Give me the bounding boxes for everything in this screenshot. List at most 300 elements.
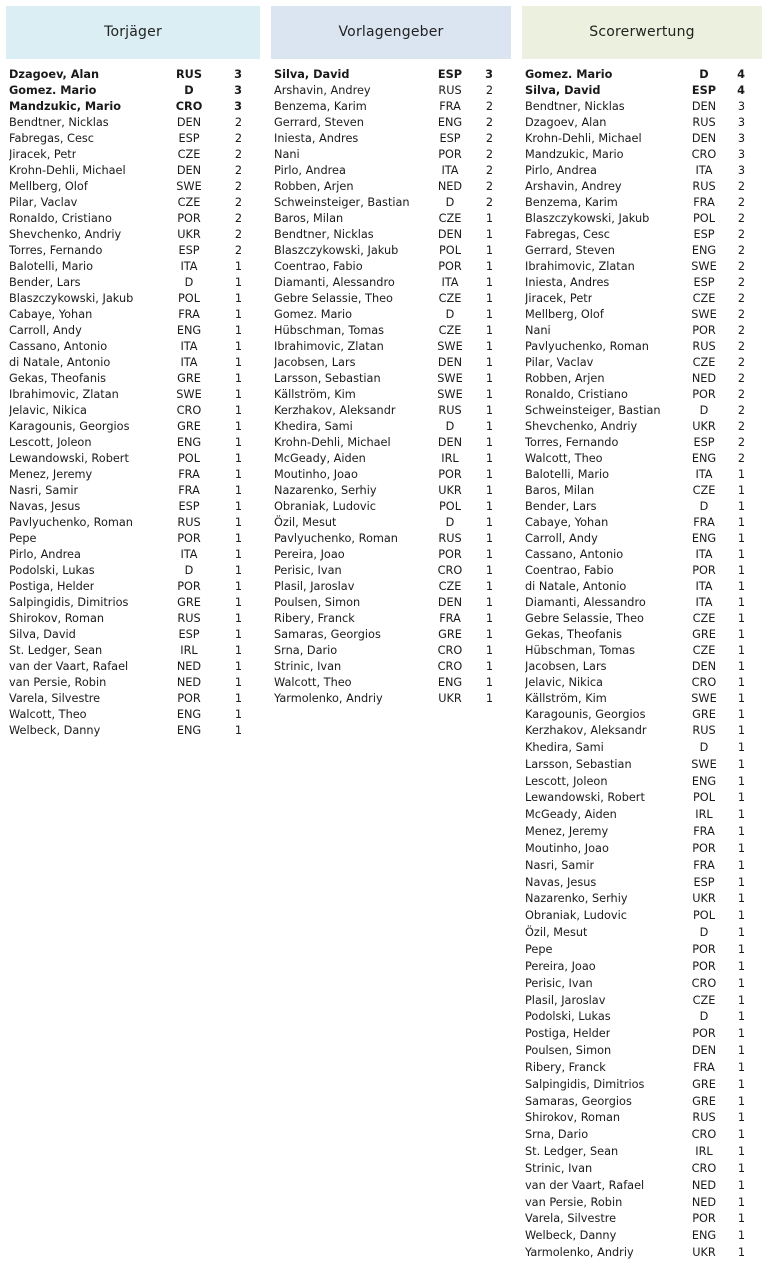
player-count: 1	[485, 228, 493, 241]
player-row	[271, 355, 511, 371]
player-row	[6, 211, 260, 227]
player-name: Nani	[525, 324, 551, 337]
player-row	[522, 1178, 762, 1195]
player-row	[271, 451, 511, 467]
player-row	[522, 483, 762, 499]
player-name: Torres, Fernando	[9, 244, 103, 257]
player-row	[6, 451, 260, 467]
player-row	[271, 563, 511, 579]
player-count: 1	[234, 308, 242, 321]
player-count: 1	[737, 1094, 745, 1108]
player-nation: SWE	[691, 260, 717, 273]
player-count: 1	[737, 825, 745, 839]
player-nation: CZE	[438, 212, 462, 225]
player-name: Özil, Mesut	[274, 516, 337, 529]
player-count: 2	[485, 100, 493, 113]
player-nation: CRO	[176, 404, 202, 417]
player-count: 2	[234, 164, 242, 177]
player-name: Salpingidis, Dimitrios	[9, 596, 129, 609]
player-count: 1	[234, 372, 242, 385]
player-count: 1	[485, 564, 493, 577]
player-name: Jiracek, Petr	[525, 292, 593, 305]
player-nation: IRL	[180, 644, 198, 657]
player-count: 1	[737, 909, 745, 923]
player-count: 2	[737, 356, 745, 369]
player-count: 1	[234, 692, 242, 705]
player-row	[522, 908, 762, 925]
player-nation: D	[699, 740, 709, 754]
player-name: Iniesta, Andres	[274, 132, 359, 145]
player-name: Källström, Kim	[274, 388, 356, 401]
player-count: 2	[234, 148, 242, 161]
player-nation: FRA	[439, 100, 461, 113]
player-name: Perisic, Ivan	[525, 976, 593, 990]
player-row	[522, 875, 762, 892]
player-name: Jacobsen, Lars	[525, 660, 607, 673]
player-count: 1	[737, 628, 745, 641]
player-name: Welbeck, Danny	[525, 1229, 617, 1243]
player-count: 1	[234, 708, 242, 721]
player-count: 3	[485, 68, 493, 81]
player-nation: CZE	[438, 324, 462, 337]
player-nation: CRO	[437, 644, 463, 657]
player-name: Iniesta, Andres	[525, 276, 610, 289]
player-nation: RUS	[692, 116, 716, 129]
player-name: Benzema, Karim	[274, 100, 367, 113]
player-count: 1	[485, 580, 493, 593]
player-nation: CZE	[692, 993, 716, 1007]
player-row	[522, 195, 762, 211]
player-nation: ENG	[176, 708, 202, 721]
player-count: 1	[737, 1044, 745, 1058]
player-name: Nani	[274, 148, 300, 161]
player-count: 3	[737, 164, 745, 177]
player-count: 1	[485, 452, 493, 465]
player-name: Khedira, Sami	[274, 420, 353, 433]
player-nation: ESP	[178, 500, 200, 513]
player-nation: RUS	[692, 1111, 716, 1125]
player-nation: POR	[438, 548, 462, 561]
player-count: 3	[234, 100, 242, 113]
player-count: 3	[737, 148, 745, 161]
player-count: 1	[234, 612, 242, 625]
player-count: 1	[737, 892, 745, 906]
player-count: 1	[737, 708, 745, 721]
player-row	[522, 993, 762, 1010]
player-name: Diamanti, Alessandro	[525, 596, 646, 609]
player-row	[522, 435, 762, 451]
player-count: 1	[737, 1060, 745, 1074]
player-nation: NED	[691, 1178, 717, 1192]
player-nation: IRL	[695, 808, 713, 822]
player-nation: FRA	[693, 196, 715, 209]
player-nation: ESP	[693, 228, 715, 241]
player-name: Blaszczykowski, Jakub	[525, 212, 650, 225]
player-name: di Natale, Antonio	[9, 356, 111, 369]
player-nation: ESP	[691, 84, 717, 97]
player-row	[6, 67, 260, 83]
player-name: Krohn-Dehli, Michael	[9, 164, 126, 177]
player-row	[522, 925, 762, 942]
player-count: 1	[737, 808, 745, 822]
player-count: 1	[234, 404, 242, 417]
player-name: Blaszczykowski, Jakub	[274, 244, 399, 257]
player-name: Schweinsteiger, Bastian	[525, 404, 661, 417]
player-name: Bendtner, Nicklas	[274, 228, 374, 241]
player-nation: D	[699, 1010, 709, 1024]
player-row	[6, 291, 260, 307]
player-nation: RUS	[692, 340, 716, 353]
player-row	[271, 179, 511, 195]
player-name: Pavlyuchenko, Roman	[525, 340, 649, 353]
player-row	[6, 499, 260, 515]
player-name: Podolski, Lukas	[525, 1010, 611, 1024]
player-count: 1	[737, 484, 745, 497]
player-name: Mandzukic, Mario	[9, 100, 121, 113]
player-nation: POR	[692, 564, 716, 577]
player-row	[522, 1009, 762, 1026]
player-row	[522, 807, 762, 824]
player-name: Bender, Lars	[9, 276, 81, 289]
player-row	[522, 1245, 762, 1262]
player-nation: ESP	[693, 436, 715, 449]
player-count: 1	[737, 1010, 745, 1024]
player-count: 1	[485, 692, 493, 705]
player-count: 1	[234, 420, 242, 433]
player-nation: GRE	[177, 372, 201, 385]
player-name: Lescott, Joleon	[9, 436, 92, 449]
player-name: Ibrahimovic, Zlatan	[9, 388, 119, 401]
player-count: 1	[737, 596, 745, 609]
player-row	[6, 483, 260, 499]
player-name: van der Vaart, Rafael	[525, 1178, 645, 1192]
player-name: Menez, Jeremy	[525, 825, 609, 839]
player-count: 2	[234, 116, 242, 129]
player-name: Gekas, Theofanis	[9, 372, 107, 385]
player-row	[6, 659, 260, 675]
player-name: Pereira, Joao	[525, 959, 596, 973]
player-nation: GRE	[438, 628, 462, 641]
player-nation: CZE	[438, 292, 462, 305]
player-row	[6, 227, 260, 243]
player-row	[271, 659, 511, 675]
player-count: 1	[485, 436, 493, 449]
player-name: Gomez. Mario	[9, 84, 97, 97]
player-name: Carroll, Andy	[525, 532, 598, 545]
player-count: 1	[234, 596, 242, 609]
player-row	[271, 515, 511, 531]
player-count: 2	[737, 436, 745, 449]
player-count: 1	[737, 757, 745, 771]
player-name: Ribery, Franck	[525, 1060, 606, 1074]
player-nation: CRO	[691, 676, 717, 689]
player-name: Walcott, Theo	[525, 452, 603, 465]
player-count: 1	[234, 436, 242, 449]
player-name: Krohn-Dehli, Michael	[274, 436, 391, 449]
player-count: 1	[234, 340, 242, 353]
player-name: Strinic, Ivan	[274, 660, 342, 673]
player-row	[522, 1228, 762, 1245]
player-name: Nazarenko, Serhiy	[274, 484, 377, 497]
player-name: Mandzukic, Mario	[525, 148, 624, 161]
player-row	[522, 659, 762, 675]
player-row	[6, 547, 260, 563]
player-name: Salpingidis, Dimitrios	[525, 1077, 645, 1091]
player-count: 1	[737, 676, 745, 689]
player-nation: SWE	[176, 180, 202, 193]
player-row	[522, 227, 762, 243]
player-row	[271, 419, 511, 435]
player-count: 1	[234, 452, 242, 465]
player-row	[522, 83, 762, 99]
player-count: 2	[737, 212, 745, 225]
player-count: 1	[234, 388, 242, 401]
player-name: Gomez. Mario	[274, 308, 353, 321]
player-nation: DEN	[176, 164, 202, 177]
player-row	[6, 691, 260, 707]
player-name: Varela, Silvestre	[525, 1212, 617, 1226]
player-row	[522, 547, 762, 563]
player-row	[6, 627, 260, 643]
player-nation: DEN	[691, 660, 717, 673]
player-nation: POL	[693, 909, 715, 923]
player-count: 3	[737, 116, 745, 129]
player-nation: CZE	[177, 148, 201, 161]
player-row	[6, 163, 260, 179]
player-row	[522, 67, 762, 83]
player-name: Shevchenko, Andriy	[525, 420, 638, 433]
player-nation: POL	[693, 791, 715, 805]
player-row	[522, 563, 762, 579]
player-row	[522, 595, 762, 611]
player-name: Lewandowski, Robert	[525, 791, 645, 805]
player-nation: POL	[439, 244, 461, 257]
player-nation: ESP	[439, 132, 461, 145]
player-count: 1	[737, 1111, 745, 1125]
player-count: 2	[737, 180, 745, 193]
player-name: Cassano, Antonio	[525, 548, 624, 561]
player-count: 1	[234, 660, 242, 673]
player-row	[522, 1144, 762, 1161]
player-nation: POL	[693, 212, 715, 225]
player-count: 1	[737, 740, 745, 754]
player-count: 1	[485, 484, 493, 497]
player-name: Bendtner, Nicklas	[9, 116, 109, 129]
player-name: Nasri, Samir	[525, 858, 595, 872]
player-nation: POR	[438, 148, 462, 161]
player-row	[522, 976, 762, 993]
player-nation: POL	[439, 500, 461, 513]
player-nation: UKR	[692, 420, 716, 433]
player-count: 1	[485, 660, 493, 673]
player-nation: ENG	[691, 1229, 717, 1243]
player-name: Varela, Silvestre	[9, 692, 101, 705]
player-name: Poulsen, Simon	[525, 1044, 612, 1058]
player-count: 4	[737, 68, 745, 81]
player-count: 1	[737, 791, 745, 805]
player-count: 2	[737, 372, 745, 385]
player-count: 1	[737, 774, 745, 788]
player-name: Gerrard, Steven	[525, 244, 615, 257]
player-name: Pirlo, Andrea	[9, 548, 81, 561]
player-count: 1	[737, 858, 745, 872]
player-row	[6, 259, 260, 275]
player-nation: D	[445, 196, 455, 209]
player-count: 1	[737, 724, 745, 737]
player-count: 1	[737, 580, 745, 593]
player-name: Yarmolenko, Andriy	[274, 692, 383, 705]
player-row	[6, 403, 260, 419]
player-nation: POR	[692, 959, 716, 973]
player-nation: CZE	[692, 644, 716, 657]
player-row	[522, 515, 762, 531]
player-row	[271, 627, 511, 643]
player-name: Nasri, Samir	[9, 484, 79, 497]
player-name: Srna, Dario	[274, 644, 338, 657]
player-nation: ESP	[437, 68, 463, 81]
player-name: Plasil, Jaroslav	[274, 580, 355, 593]
player-row	[6, 531, 260, 547]
player-count: 1	[485, 500, 493, 513]
player-list	[6, 67, 260, 739]
player-nation: POR	[177, 580, 201, 593]
player-count: 3	[737, 132, 745, 145]
player-row	[271, 467, 511, 483]
player-nation: D	[699, 404, 709, 417]
player-row	[271, 227, 511, 243]
column-vorlagengeber	[271, 6, 511, 707]
player-nation: FRA	[178, 468, 200, 481]
player-name: Pirlo, Andrea	[525, 164, 597, 177]
player-row	[522, 675, 762, 691]
player-name: Postiga, Helder	[525, 1027, 611, 1041]
player-nation: FRA	[693, 516, 715, 529]
player-row	[271, 211, 511, 227]
player-count: 1	[234, 516, 242, 529]
player-row	[271, 307, 511, 323]
player-row	[6, 595, 260, 611]
player-row	[271, 243, 511, 259]
player-nation: CZE	[438, 580, 462, 593]
player-nation: POR	[692, 942, 716, 956]
player-row	[271, 387, 511, 403]
player-count: 1	[737, 1178, 745, 1192]
player-name: Balotelli, Mario	[9, 260, 94, 273]
player-count: 2	[737, 340, 745, 353]
player-count: 2	[234, 244, 242, 257]
player-count: 1	[485, 468, 493, 481]
player-count: 2	[737, 452, 745, 465]
player-row	[271, 675, 511, 691]
player-nation: RUS	[438, 532, 462, 545]
player-row	[522, 790, 762, 807]
player-row	[522, 740, 762, 757]
player-nation: DEN	[691, 132, 717, 145]
player-row	[6, 387, 260, 403]
player-nation: POR	[692, 388, 716, 401]
player-row	[522, 211, 762, 227]
player-row	[6, 243, 260, 259]
player-row	[522, 942, 762, 959]
player-name: Lescott, Joleon	[525, 774, 608, 788]
player-row	[6, 643, 260, 659]
player-nation: ITA	[695, 580, 713, 593]
player-name: Gerrard, Steven	[274, 116, 364, 129]
player-row	[6, 115, 260, 131]
player-nation: DEN	[437, 356, 463, 369]
player-nation: IRL	[695, 1145, 713, 1159]
player-count: 1	[737, 875, 745, 889]
player-count: 1	[485, 548, 493, 561]
player-nation: D	[445, 308, 455, 321]
player-name: Ronaldo, Cristiano	[525, 388, 628, 401]
player-nation: D	[699, 926, 709, 940]
player-nation: ITA	[441, 276, 459, 289]
player-count: 1	[737, 532, 745, 545]
player-nation: RUS	[692, 180, 716, 193]
player-count: 1	[485, 244, 493, 257]
player-nation: ENG	[176, 724, 202, 737]
player-row	[271, 67, 511, 83]
player-count: 1	[737, 548, 745, 561]
player-row	[271, 403, 511, 419]
player-count: 1	[234, 532, 242, 545]
player-row	[522, 707, 762, 723]
player-name: Blaszczykowski, Jakub	[9, 292, 134, 305]
player-nation: POR	[177, 212, 201, 225]
player-row	[522, 339, 762, 355]
player-row	[271, 99, 511, 115]
player-name: Walcott, Theo	[9, 708, 87, 721]
player-count: 2	[485, 180, 493, 193]
player-row	[522, 959, 762, 976]
player-count: 2	[737, 308, 745, 321]
player-count: 1	[737, 1128, 745, 1142]
player-nation: DEN	[691, 100, 717, 113]
player-row	[522, 611, 762, 627]
player-count: 1	[234, 484, 242, 497]
player-count: 1	[737, 1195, 745, 1209]
player-count: 1	[737, 959, 745, 973]
column-header: Torjäger	[6, 6, 260, 59]
player-nation: FRA	[693, 858, 715, 872]
player-name: Mellberg, Olof	[9, 180, 88, 193]
player-count: 2	[737, 404, 745, 417]
player-name: Bender, Lars	[525, 500, 597, 513]
player-count: 2	[485, 132, 493, 145]
player-nation: D	[184, 564, 194, 577]
player-name: Lewandowski, Robert	[9, 452, 129, 465]
player-nation: FRA	[693, 825, 715, 839]
player-count: 1	[737, 993, 745, 1007]
player-row	[522, 1077, 762, 1094]
player-nation: GRE	[177, 420, 201, 433]
column-header: Vorlagengeber	[271, 6, 511, 59]
player-count: 1	[737, 976, 745, 990]
player-count: 2	[234, 212, 242, 225]
player-row	[6, 707, 260, 723]
player-nation: ITA	[180, 340, 198, 353]
player-row	[271, 323, 511, 339]
player-row	[522, 891, 762, 908]
player-count: 1	[737, 500, 745, 513]
player-count: 2	[234, 180, 242, 193]
player-count: 1	[485, 388, 493, 401]
player-row	[271, 259, 511, 275]
player-nation: POR	[177, 692, 201, 705]
player-count: 1	[485, 276, 493, 289]
player-count: 1	[737, 468, 745, 481]
